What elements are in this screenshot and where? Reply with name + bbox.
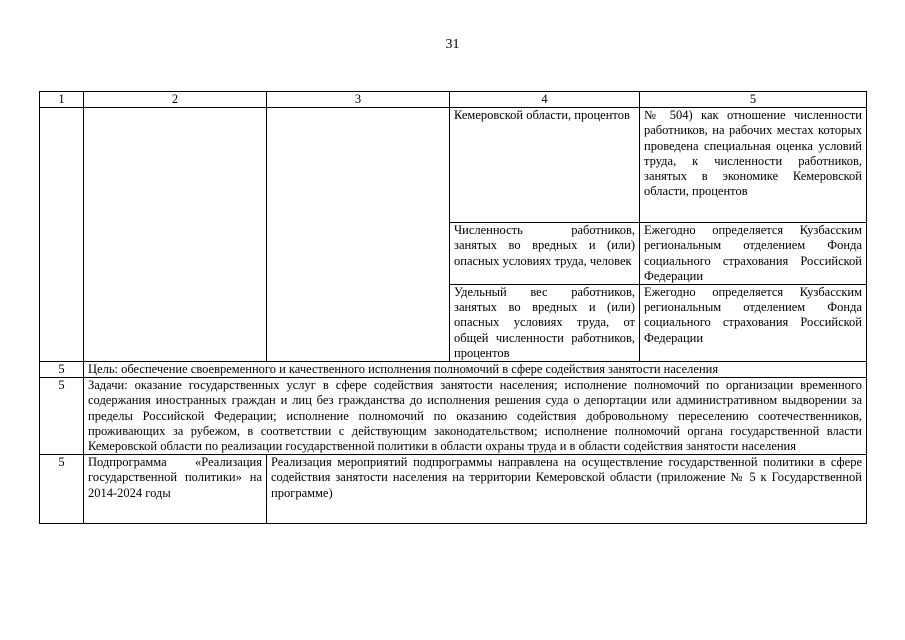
indicator-cell: Численность работников, занятых во вредных и (или) опасных условиях труда, человек — [450, 223, 640, 285]
header-cell: 1 — [40, 92, 84, 108]
subprogram-name: Подпрограмма «Реализация государственной политики» на 2014-2024 годы — [84, 455, 267, 524]
empty-cell — [267, 108, 450, 362]
empty-cell — [84, 108, 267, 362]
table-row — [40, 108, 867, 223]
program-table — [39, 91, 867, 524]
indicator-cell: Удельный вес работников, занятых во вредных и (или) опасных условиях труда, от общей численности работников, процентов — [450, 285, 640, 362]
header-cell: 4 — [450, 92, 640, 108]
tasks-text: Задачи: оказание государственных услуг в сфере содействия занятости населения; исполнение полномочий по организации временного содержания иностранных граждан и лиц без гражданства до исполнения решения суда о депортации или административном выдворении за пределы Российской Федерации; исполнение полномочий по оказанию содействия добровольному переселению соотечественников, проживающих за рубежом, в соответствии с действующим законодательством; исполнение полномочий органа государственной власти Кемеровской области по реализации государственной политики в области охраны труда и в области содействия занятости населения — [84, 378, 867, 455]
row-number: 5 — [40, 455, 84, 524]
indicator-cell: Кемеровской области, процентов — [450, 108, 640, 223]
header-row — [40, 92, 867, 108]
method-cell: Ежегодно определяется Кузбасским региональным отделением Фонда социального страхования Российской Федерации — [640, 285, 867, 362]
subprogram-text: Реализация мероприятий подпрограммы направлена на осуществление государственной политики в сфере содействия занятости населения на территории Кемеровской области (приложение № 5 к Государственной программе) — [267, 455, 867, 524]
tasks-row — [40, 378, 867, 455]
row-number: 5 — [40, 378, 84, 455]
header-cell: 2 — [84, 92, 267, 108]
row-number: 5 — [40, 362, 84, 378]
method-cell: № 504) как отношение численности работников, на рабочих местах которых проведена специальная оценка условий труда, к численности работников, занятых в экономике Кемеровской области, процентов — [640, 108, 867, 223]
subprogram-row — [40, 455, 867, 524]
header-cell: 3 — [267, 92, 450, 108]
empty-cell — [40, 108, 84, 362]
page-number: 31 — [445, 37, 460, 52]
header-cell: 5 — [640, 92, 867, 108]
method-cell: Ежегодно определяется Кузбасским региональным отделением Фонда социального страхования Российской Федерации — [640, 223, 867, 285]
goal-row — [40, 362, 867, 378]
goal-text: Цель: обеспечение своевременного и качественного исполнения полномочий в сфере содействия занятости населения — [84, 362, 867, 378]
